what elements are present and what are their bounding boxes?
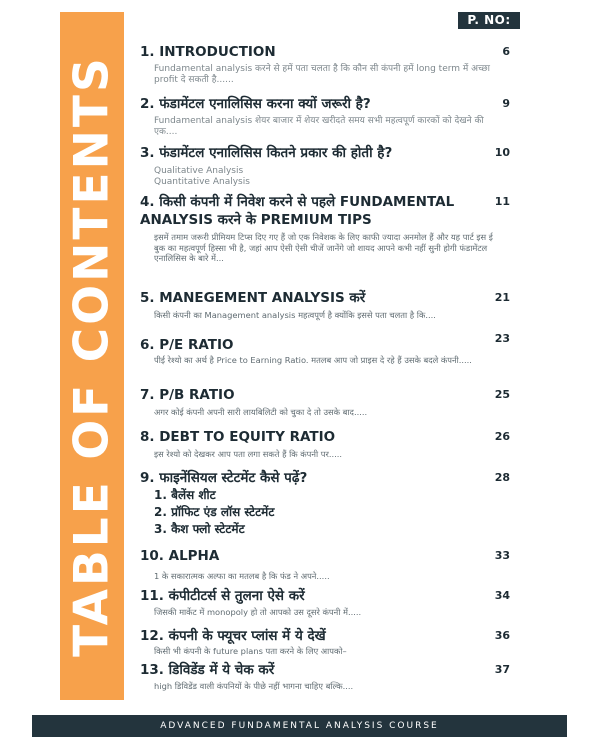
toc-entry-4[interactable] [140, 193, 540, 264]
toc-entry-description: इस रेश्यो को देखकर आप पता लगा सकते हैं कि कंपनी पर..... [154, 449, 343, 459]
toc-entry-page: 26 [494, 430, 510, 443]
toc-entry-description: Fundamental analysis शेयर बाजार में शेयर खरीदते समय सभी महत्वपूर्ण कारकों को देखने की एक.... [154, 116, 484, 137]
toc-entry-title: 5. MANEGEMENT ANALYSIS करें [140, 290, 366, 306]
toc-entry-description: किसी भी कंपनी के future plans पता करने के लिए आपको– [154, 646, 347, 656]
page-number-header: P. NO: [458, 12, 520, 29]
toc-entry-8[interactable] [140, 428, 540, 460]
toc-entry-sub-item: Qualitative Analysis [154, 166, 244, 176]
toc-entry-sub-item: 1. बैलेंस शीट [154, 488, 216, 502]
toc-entry-page: 25 [494, 388, 510, 401]
toc-entry-7[interactable] [140, 386, 540, 418]
footer-banner: ADVANCED FUNDAMENTAL ANALYSIS COURSE [32, 715, 567, 737]
toc-entry-page: 36 [494, 629, 510, 642]
toc-entry-title: 13. डिविडेंड में ये चेक करें [140, 662, 275, 678]
toc-entry-13[interactable] [140, 661, 540, 692]
toc-entry-title: 6. P/E RATIO [140, 337, 234, 353]
toc-sidebar [60, 12, 124, 700]
toc-entry-title: 10. ALPHA [140, 548, 220, 564]
toc-entry-description: 1 के सकारात्मक अल्फा का मतलब है कि फंड ने अपने..... [154, 571, 330, 581]
toc-entry-sub-item: 3. कैश फ्लो स्टेटमेंट [154, 522, 245, 536]
toc-entry-description: अगर कोई कंपनी अपनी सारी लायबिलिटी को चुका दे तो उसके बाद..... [154, 407, 368, 417]
toc-entry-1[interactable] [140, 43, 540, 86]
toc-entry-title: 9. फाइनेंसियल स्टेटमेंट कैसे पढ़ें? [140, 470, 308, 486]
toc-entry-title: 11. कंपीटीटर्स से तुलना ऐसे करें [140, 588, 305, 604]
toc-entry-page: 23 [494, 332, 510, 345]
toc-entry-sub-item: Quantitative Analysis [154, 177, 250, 187]
toc-entry-2[interactable] [140, 95, 540, 138]
toc-entry-title: 8. DEBT TO EQUITY RATIO [140, 429, 336, 445]
toc-entry-page: 33 [494, 549, 510, 562]
toc-vertical-title: TABLE OF CONTENTS [64, 55, 120, 657]
toc-entry-10[interactable] [140, 547, 540, 582]
toc-entry-title: 2. फंडामेंटल एनालिसिस करना क्यों जरूरी है? [140, 96, 371, 112]
toc-entry-page: 37 [494, 663, 510, 676]
toc-entry-title: 4. किसी कंपनी में निवेश करने से पहले FUNDAMENTAL ANALYSIS करने के PREMIUM TIPS [140, 194, 455, 228]
toc-entry-5[interactable] [140, 289, 540, 321]
toc-entry-title: 12. कंपनी के फ्यूचर प्लांस में ये देखें [140, 628, 326, 644]
toc-entry-description: किसी कंपनी का Management analysis महत्वपूर्ण है क्योंकि इससे पता चलता है कि.... [154, 310, 436, 320]
toc-entry-description: Fundamental analysis करने से हमें पता चलता है कि कौन सी कंपनी हमें long term में अच्छा profit दे सकती है...... [154, 64, 490, 85]
toc-entry-9[interactable] [140, 469, 540, 538]
toc-entry-description: जिसकी मार्केट में monopoly हो तो आपको उस दूसरे कंपनी में..... [154, 607, 362, 617]
toc-entry-page: 9 [502, 97, 510, 110]
toc-entry-page: 21 [494, 291, 510, 304]
toc-entry-page: 6 [502, 45, 510, 58]
toc-entry-page: 34 [494, 589, 510, 602]
toc-entry-description: इसमें तमाम जरूरी प्रीमियम टिप्स दिए गए हैं जो एक निवेशक के लिए काफी ज्यादा अनमोल हैं और यह पार्ट इस ई बुक का महत्वपूर्ण हिस्सा भी है, जहां आप ऐसी ऐसी चीजें जानेंगे जो शायद आपने कभी नहीं सुनी होगी फंडामेंटल एनालिसिस के बारे में... [154, 232, 493, 263]
toc-entry-page: 28 [494, 471, 510, 484]
toc-entry-sub-item: 2. प्रॉफिट एंड लॉस स्टेटमेंट [154, 505, 275, 519]
toc-entry-11[interactable] [140, 587, 540, 618]
toc-entry-title: 3. फंडामेंटल एनालिसिस कितने प्रकार की होती है? [140, 145, 393, 161]
toc-entry-page: 10 [494, 146, 510, 159]
toc-entry-description: high डिविडेंड वाली कंपनियों के पीछे नहीं भागना चाहिए बल्कि.... [154, 681, 354, 691]
toc-entry-title: 1. INTRODUCTION [140, 44, 276, 60]
toc-entry-title: 7. P/B RATIO [140, 387, 235, 403]
toc-entry-6[interactable] [140, 332, 540, 366]
toc-entry-3[interactable] [140, 144, 540, 188]
toc-entry-12[interactable] [140, 627, 540, 657]
toc-entry-description: पीई रेश्यो का अर्थ है Price to Earning Ratio. मतलब आप जो प्राइस दे रहे हैं उसके बदले कंपनी..... [154, 355, 472, 365]
toc-entry-page: 11 [494, 195, 510, 208]
